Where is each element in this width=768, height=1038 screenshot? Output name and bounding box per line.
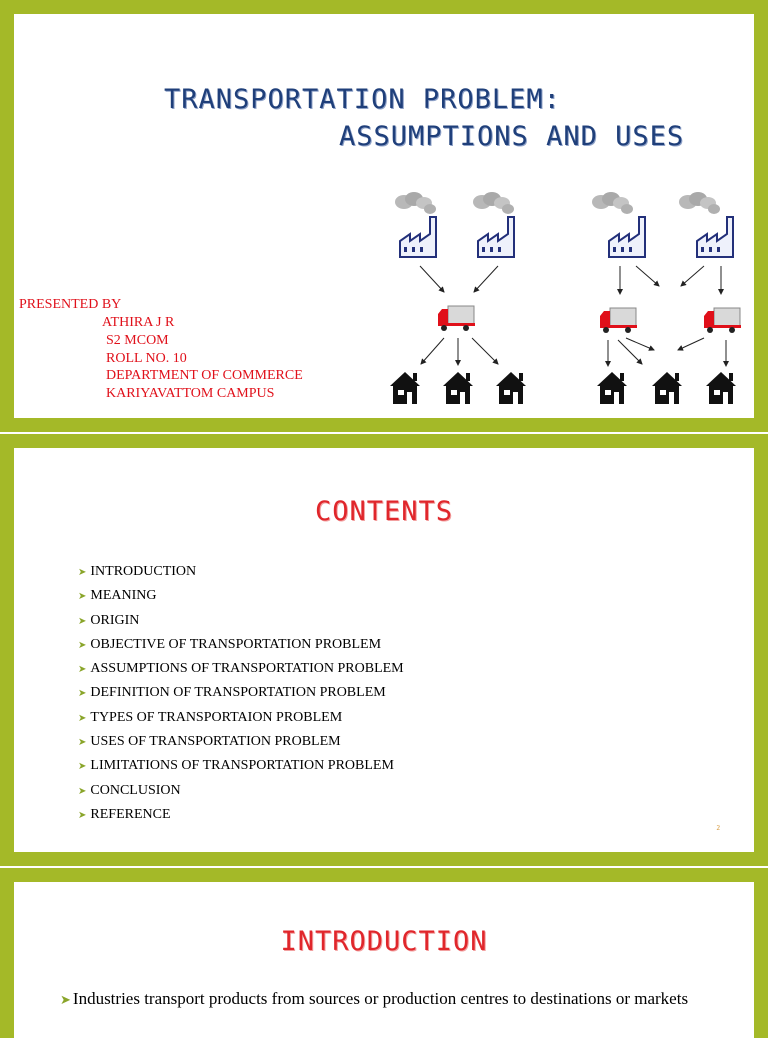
arrow-bullet-icon: ➤ <box>78 688 87 700</box>
list-item: ➤ ASSUMPTIONS OF TRANSPORTATION PROBLEM <box>78 661 404 677</box>
smoke-icon <box>395 192 436 214</box>
presenter-class: S2 MCOM <box>106 333 169 348</box>
arrow-bullet-icon: ➤ <box>78 761 87 773</box>
introduction-heading: INTRODUCTION <box>280 926 488 957</box>
arrow-bullet-icon: ➤ <box>78 809 87 821</box>
arrow-bullet-icon: ➤ <box>78 785 87 797</box>
arrow-icon <box>420 266 444 292</box>
intro-bullet-text: Industries transport products from sources or production centres to destinations or markets <box>72 989 689 1008</box>
house-icon <box>496 372 526 404</box>
house-icon <box>443 372 473 404</box>
intro-bullet <box>60 988 740 1010</box>
title-line-2: ASSUMPTIONS AND USES <box>339 121 685 152</box>
title-line-1: TRANSPORTATION PROBLEM: <box>164 84 561 115</box>
presenter-label: PRESENTED BY <box>19 297 122 312</box>
arrow-icon <box>626 338 654 350</box>
arrow-bullet-icon: ➤ <box>60 992 71 1007</box>
house-icon <box>652 372 682 404</box>
slide-introduction <box>0 868 768 1038</box>
arrow-bullet-icon: ➤ <box>78 615 87 627</box>
slide-contents <box>0 434 768 866</box>
presenter-name: ATHIRA J R <box>102 315 175 330</box>
factory-icon <box>400 217 436 257</box>
transport-illustration <box>14 14 754 418</box>
arrow-bullet-icon: ➤ <box>78 567 87 578</box>
smoke-icon <box>679 192 720 214</box>
arrow-icon <box>681 266 704 286</box>
arrow-icon <box>421 338 444 364</box>
presenter-campus: KARIYAVATTOM CAMPUS <box>106 386 275 401</box>
truck-icon <box>704 308 741 333</box>
arrow-icon <box>636 266 659 286</box>
presenter-roll: ROLL NO. 10 <box>106 351 187 366</box>
list-item: ➤ REFERENCE <box>78 806 171 822</box>
list-item: ➤ LIMITATIONS OF TRANSPORTATION PROBLEM <box>78 758 394 774</box>
presenter-department: DEPARTMENT OF COMMERCE <box>106 368 303 383</box>
arrow-icon <box>678 338 704 350</box>
list-item: ➤ TYPES OF TRANSPORTAION PROBLEM <box>78 709 343 725</box>
smoke-icon <box>592 192 633 214</box>
arrow-bullet-icon: ➤ <box>78 737 87 749</box>
list-item: ➤ USES OF TRANSPORTATION PROBLEM <box>78 734 341 750</box>
list-item: ➤ INTRODUCTION <box>78 564 197 579</box>
page-number: 2 <box>716 824 720 832</box>
house-icon <box>706 372 736 404</box>
factory-icon <box>609 217 645 257</box>
arrow-icon <box>474 266 498 292</box>
factory-icon <box>697 217 733 257</box>
list-item: ➤ MEANING <box>78 588 157 604</box>
list-item: ➤ ORIGIN <box>78 612 140 628</box>
truck-icon <box>438 306 475 331</box>
house-icon <box>597 372 627 404</box>
contents-heading: CONTENTS <box>314 496 454 527</box>
arrow-bullet-icon: ➤ <box>78 664 87 676</box>
arrow-bullet-icon: ➤ <box>78 591 87 603</box>
truck-icon <box>600 308 637 333</box>
list-item: ➤ DEFINITION OF TRANSPORTATION PROBLEM <box>78 685 386 701</box>
arrow-bullet-icon: ➤ <box>78 712 87 724</box>
house-icon <box>390 372 420 404</box>
factory-icon <box>478 217 514 257</box>
arrow-icon <box>472 338 498 364</box>
contents-list <box>78 560 404 827</box>
slide-title <box>0 0 768 432</box>
smoke-icon <box>473 192 514 214</box>
arrow-bullet-icon: ➤ <box>78 639 87 651</box>
list-item: ➤ CONCLUSION <box>78 782 181 798</box>
list-item: ➤ OBJECTIVE OF TRANSPORTATION PROBLEM <box>78 636 382 652</box>
